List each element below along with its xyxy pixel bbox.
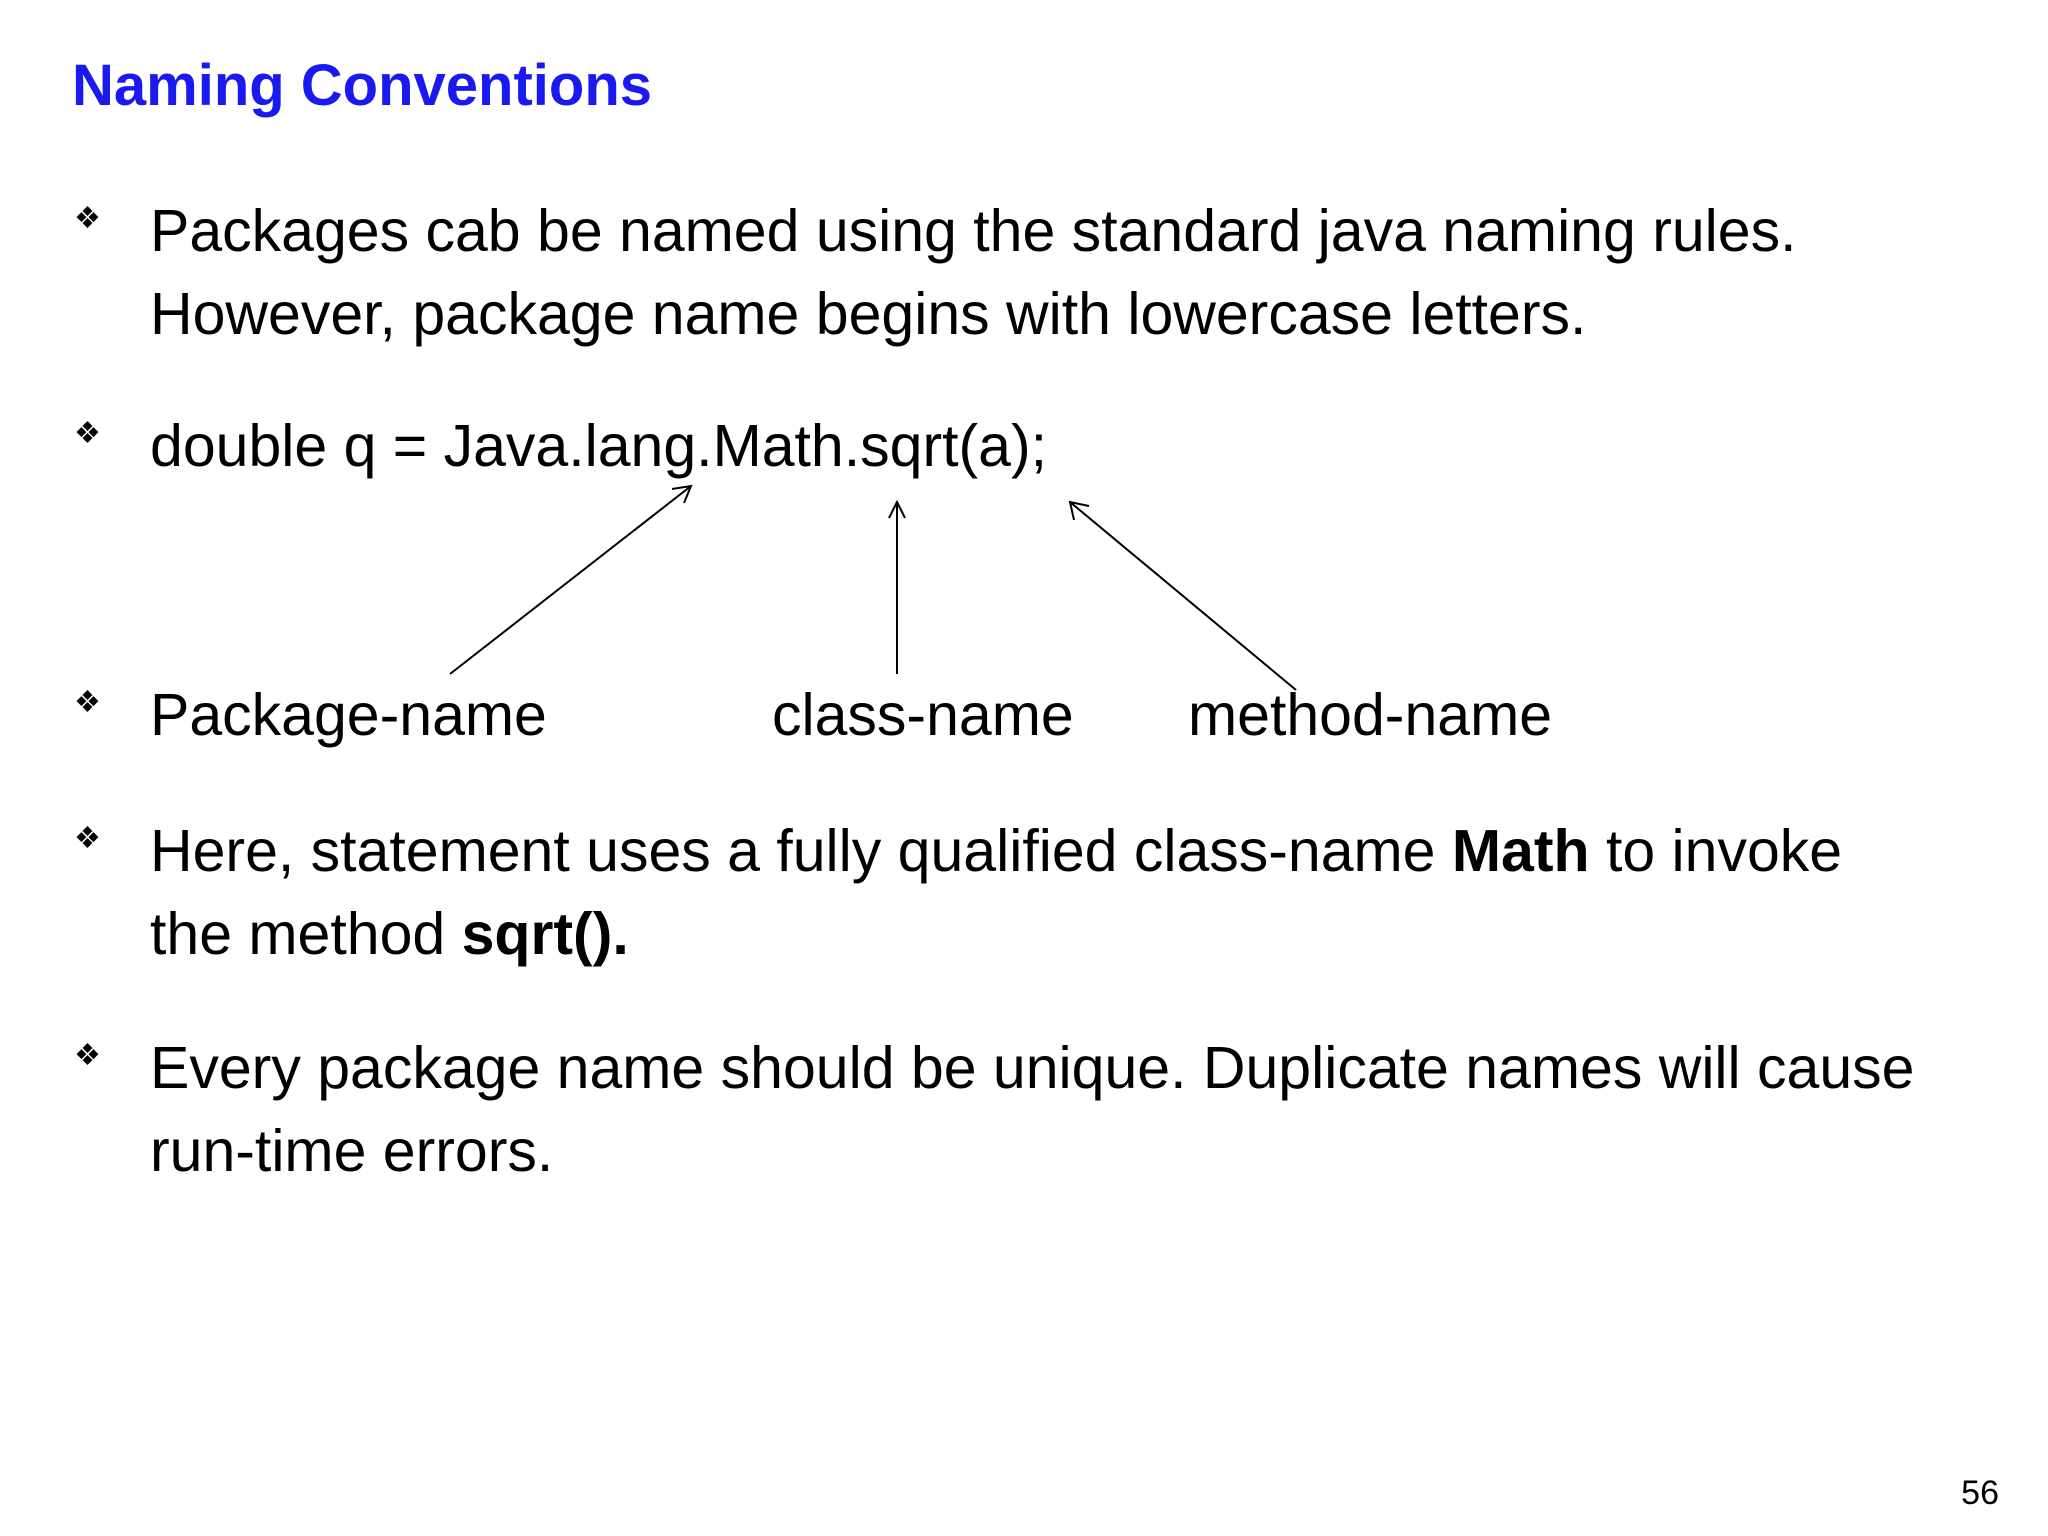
bullet-diamond-icon: ❖ [74,822,101,855]
bullet-diamond-icon: ❖ [74,686,101,719]
bold-term-sqrt: sqrt(). [461,901,629,967]
bullet-text-line: However, package name begins with lowercase letters. [150,281,1587,347]
class-arrow [889,502,905,674]
bullet-text-line [150,893,2030,976]
bold-term-math: Math [1451,818,1590,884]
method-arrow [1070,502,1296,690]
page-number: 56 [1961,1474,1999,1512]
text-run: the method [150,901,462,967]
bullet-text-line: Every package name should be unique. Duplicate names will cause [150,1035,1915,1101]
bullet-diamond-icon: ❖ [74,417,101,450]
code-example-text: double q = Java.lang.Math.sqrt(a); [150,413,1047,479]
package-arrow [450,486,691,674]
bullet-diamond-icon: ❖ [74,202,101,235]
bullet-text-line: run-time errors. [150,1118,554,1184]
text-run: Here, statement uses a fully qualified class-name [150,818,1452,884]
class-name-label: class-name [772,682,1074,748]
package-name-label: Package-name [150,682,547,748]
method-name-label: method-name [1188,682,1553,748]
bullet-text-line: Packages cab be named using the standard java naming rules. [150,198,1797,264]
bullet-diamond-icon: ❖ [74,1039,101,1072]
bullet-text-line [150,810,2030,893]
slide-title: Naming Conventions [72,53,653,118]
text-run: to invoke [1589,818,1843,884]
